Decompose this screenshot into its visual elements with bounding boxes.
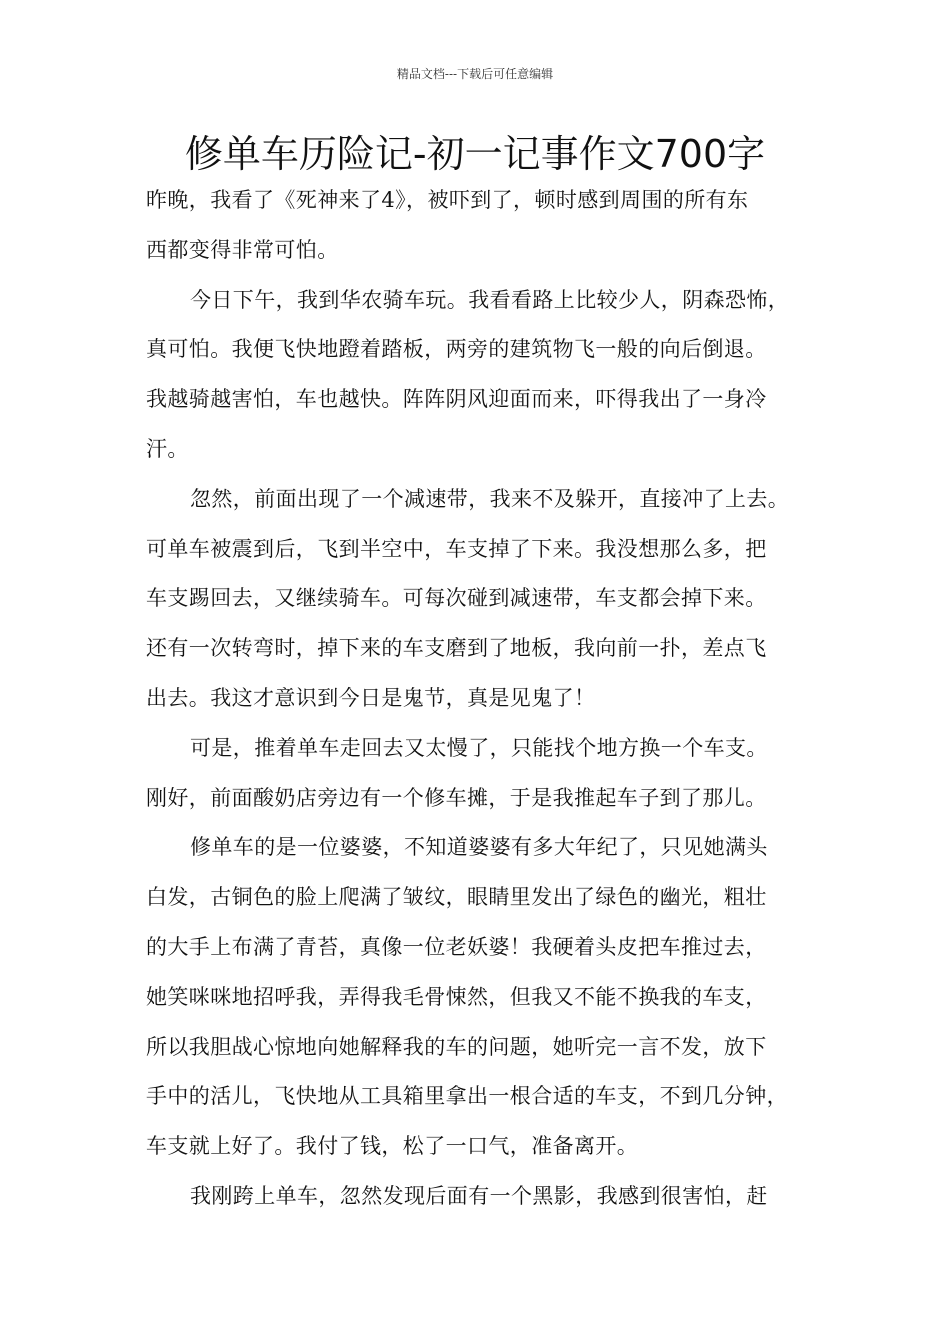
text-line: 手中的活儿，飞快地从工具箱里拿出一根合适的车支，不到几分钟， [146, 1084, 788, 1109]
text-line: 白发，古铜色的脸上爬满了皱纹，眼睛里发出了绿色的幽光，粗壮 [146, 885, 767, 910]
text-line: 修单车的是一位婆婆，不知道婆婆有多大年纪了，只见她满头 [190, 835, 768, 860]
text-line: 车支踢回去，又继续骑车。可每次碰到减速带，车支都会掉下来。 [146, 586, 767, 611]
text-line: 所以我胆战心惊地向她解释我的车的问题，她听完一言不发，放下 [146, 1034, 767, 1059]
text-line: 昨晚，我看了《死神来了4》，被吓到了，顿时感到周围的所有东 [146, 188, 749, 212]
paragraph [146, 276, 822, 475]
text-line: 我越骑越害怕，车也越快。阵阵阴风迎面而来，吓得我出了一身冷 [146, 387, 767, 412]
text-line: 她笑咪咪地招呼我，弄得我毛骨悚然，但我又不能不换我的车支， [146, 984, 767, 1009]
paragraph [146, 823, 822, 1172]
text-line: 的大手上布满了青苔，真像一位老妖婆！我硬着头皮把车推过去， [146, 934, 767, 959]
text-line: 车支就上好了。我付了钱，松了一口气，准备离开。 [146, 1134, 639, 1159]
text-line: 可是，推着单车走回去又太慢了，只能找个地方换一个车支。 [190, 735, 768, 760]
text-line: 真可怕。我便飞快地蹬着踏板，两旁的建筑物飞一般的向后倒退。 [146, 337, 767, 362]
text-line: 汗。 [146, 436, 189, 461]
text-line: 出去。我这才意识到今日是鬼节，真是见鬼了！ [146, 685, 596, 710]
document-body [146, 176, 822, 1222]
paragraph [146, 176, 822, 276]
paragraph [146, 475, 822, 724]
text-line: 可单车被震到后，飞到半空中，车支掉了下来。我没想那么多，把 [146, 536, 767, 561]
paragraph [146, 1172, 822, 1222]
text-line: 刚好，前面酸奶店旁边有一个修车摊，于是我推起车子到了那儿。 [146, 785, 767, 810]
text-line: 还有一次转弯时，掉下来的车支磨到了地板，我向前一扑，差点飞 [146, 636, 767, 661]
text-line: 西都变得非常可怕。 [146, 237, 339, 262]
text-line: 我刚跨上单车，忽然发现后面有一个黑影，我感到很害怕，赶 [190, 1183, 768, 1208]
text-line: 今日下午，我到华农骑车玩。我看看路上比较少人，阴森恐怖， [190, 287, 790, 312]
paragraph [146, 724, 822, 824]
document-title: 修单车历险记-初一记事作文700字 [184, 132, 766, 176]
header-note: 精品文档---下载后可任意编辑 [396, 67, 554, 81]
text-line: 忽然，前面出现了一个减速带，我来不及躲开，直接冲了上去。 [190, 486, 790, 511]
